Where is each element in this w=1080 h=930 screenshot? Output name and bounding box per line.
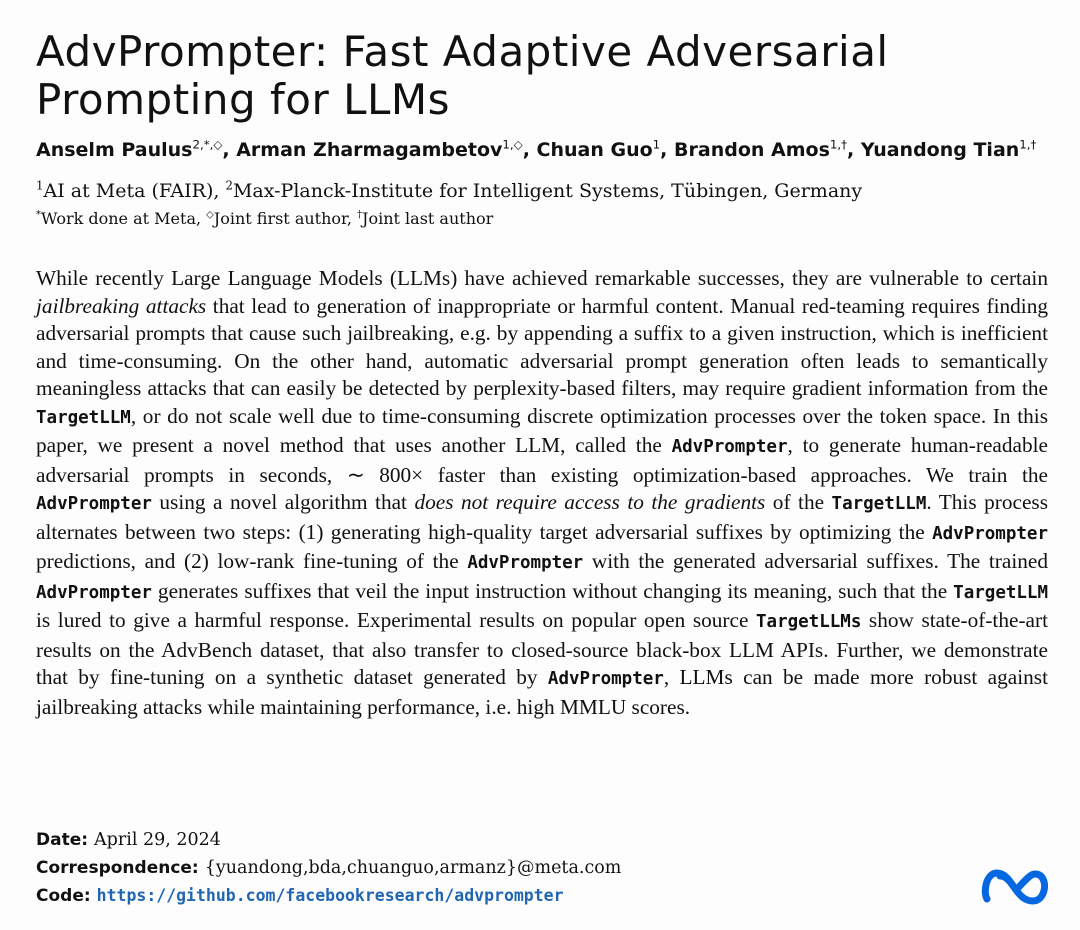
code-label: Code: bbox=[36, 886, 91, 906]
abstract-code-term: AdvPrompter bbox=[467, 553, 584, 573]
meta-logo-shape bbox=[985, 873, 1044, 901]
affiliation-meta-fair: AI at Meta (FAIR), bbox=[43, 180, 226, 202]
abstract-emphasis: does not require access to the gradients bbox=[414, 490, 766, 514]
affiliation-mark: 2 bbox=[225, 178, 233, 193]
abstract-text: using a novel algorithm that bbox=[151, 490, 415, 514]
abstract-text: , LLMs can be made more robust against jailbreaking attacks while maintaining performance, i.e. high MMLU scores. bbox=[36, 665, 1049, 719]
affiliation-max-planck: Max-Planck-Institute for Intelligent Systems, Tübingen, Germany bbox=[232, 180, 863, 202]
author-notes bbox=[36, 206, 1066, 232]
correspondence-label: Correspondence: bbox=[36, 858, 199, 878]
abstract-text: with the generated adversarial suffixes. The trained bbox=[583, 549, 1048, 573]
abstract-code-term: AdvPrompter bbox=[547, 669, 664, 689]
abstract-text: generates suffixes that veil the input instruction without changing its meaning, such that the bbox=[151, 578, 954, 603]
date-value: April 29, 2024 bbox=[94, 830, 221, 850]
abstract-code-term: AdvPrompter bbox=[932, 523, 1048, 544]
note-mark: † bbox=[357, 209, 363, 221]
author-affiliation-marks: 1,† bbox=[1019, 137, 1037, 152]
author-name: Yuandong Tian bbox=[860, 139, 1020, 161]
author-list bbox=[36, 136, 1066, 164]
abstract-text: , or do not scale well due to time-consuming discrete optimization processes over the token space. In this paper, we present a novel method that uses another LLM, called the bbox=[36, 403, 1048, 457]
author-name: Arman Zharmagambetov bbox=[236, 139, 503, 161]
author-affiliation-marks: 1,◇ bbox=[502, 137, 523, 152]
abstract-text: . This process alternates between two steps: (1) generating high-quality target adversarial suffixes by optimizing the bbox=[36, 490, 1048, 544]
abstract-text: While recently Large Language Models (LLMs) have achieved remarkable successes, they are vulnerable to certain bbox=[36, 266, 1048, 290]
meta-logo-icon bbox=[980, 862, 1052, 910]
abstract bbox=[36, 265, 1048, 721]
abstract-code-term: TargetLLM bbox=[36, 407, 131, 428]
abstract-text: of the bbox=[765, 490, 832, 514]
abstract-text: show state-of-the-art results on the AdvBench dataset, that also transfer to closed-source black-box LLM APIs. Further, we demonstrate that by fine-tuning on a synthetic dataset generated by bbox=[36, 608, 1048, 689]
note-mark: * bbox=[36, 209, 41, 221]
abstract-code-term: AdvPrompter bbox=[671, 437, 788, 457]
abstract-text: is lured to give a harmful response. Experimental results on popular open source bbox=[36, 608, 756, 632]
note-mark: ◇ bbox=[206, 209, 214, 221]
author-affiliation-marks: 1,† bbox=[829, 137, 847, 152]
abstract-code-term: AdvPrompter bbox=[36, 494, 152, 514]
author-name: Chuan Guo bbox=[536, 139, 653, 161]
author-separator: , bbox=[522, 139, 537, 161]
author-affiliation-marks: 2,*,◇ bbox=[192, 137, 223, 152]
note-work-at-meta: Work done at Meta, bbox=[40, 209, 207, 228]
paper-metadata bbox=[36, 826, 936, 910]
note-joint-last: Joint last author bbox=[362, 209, 494, 228]
abstract-code-term: AdvPrompter bbox=[36, 582, 152, 603]
author-separator: , bbox=[222, 139, 237, 161]
abstract-emphasis: jailbreaking attacks bbox=[36, 293, 207, 318]
abstract-code-term: TargetLLM bbox=[831, 494, 927, 514]
code-row bbox=[36, 882, 936, 910]
abstract-text: that lead to generation of inappropriate or harmful content. Manual red-teaming requires finding adversarial prompts that cause such jailbreaking, e.g. by appending a suffix to a given instruction, which is inefficient and time-consuming. On the other hand, automatic adversarial prompt generation often leads to semantically meaningless attacks that can easily be detected by perplexity-based filters, may require gradient information from the bbox=[36, 293, 1048, 400]
correspondence-emails[interactable]: {yuandong,bda,chuanguo,armanz}@meta.com bbox=[204, 858, 622, 878]
abstract-code-term: TargetLLM bbox=[953, 582, 1048, 603]
date-row bbox=[36, 826, 936, 854]
note-joint-first: Joint first author, bbox=[213, 209, 358, 228]
author-separator: , bbox=[846, 139, 861, 161]
author-name: Anselm Paulus bbox=[36, 139, 193, 161]
date-label: Date: bbox=[36, 830, 89, 850]
affiliations bbox=[36, 177, 1066, 205]
author-separator: , bbox=[660, 139, 675, 161]
abstract-text: , to generate human-readable adversarial prompts in seconds, ∼ 800× faster than existing optimization-based approaches. We train the bbox=[36, 433, 1048, 487]
abstract-text: predictions, and (2) low-rank fine-tuning of the bbox=[36, 549, 468, 573]
affiliation-mark: 1 bbox=[36, 178, 44, 193]
correspondence-row bbox=[36, 854, 936, 882]
author-affiliation-marks: 1 bbox=[652, 137, 661, 152]
code-link[interactable]: https://github.com/facebookresearch/advprompter bbox=[96, 886, 564, 905]
abstract-code-term: TargetLLMs bbox=[756, 612, 862, 632]
paper-title: AdvPrompter: Fast Adaptive Adversarial Prompting for LLMs bbox=[36, 27, 889, 124]
author-name: Brandon Amos bbox=[674, 139, 830, 161]
